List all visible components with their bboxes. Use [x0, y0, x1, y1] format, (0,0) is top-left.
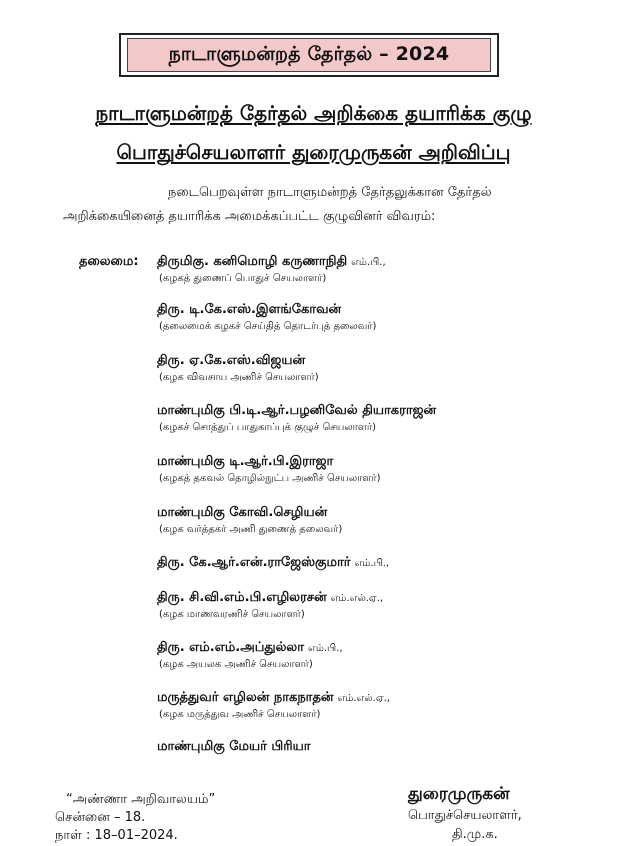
member-role: (கழக அயலக அணிச் செயலாளர்)	[159, 659, 313, 670]
heading-line-1	[0, 101, 627, 128]
member-name: திரு. ஏ.கே.எஸ்.விஜயன்	[157, 353, 306, 368]
member-name: மாண்புமிகு கோவி.செழியன்	[157, 505, 328, 520]
member-role: (கழகச் சொத்துப் பாதுகாப்புக் குழுச் செயலாளர்)	[159, 422, 377, 433]
member-9	[157, 640, 343, 671]
member-role: (கழகத் துணைப் பொதுச் செயலாளர்)	[159, 273, 327, 284]
member-11	[157, 739, 315, 755]
member-name: திரு. டி.கே.எஸ்.இளங்கோவன்	[157, 302, 342, 317]
member-name: மாண்புமிகு பி.டி.ஆர்.பழனிவேல் தியாகராஜன்	[157, 403, 437, 418]
title-box	[119, 33, 499, 77]
signatory-designation: பொதுச்செயலாளர்,	[408, 808, 522, 823]
footer-city: சென்னை – 18.	[55, 810, 146, 825]
heading-text-1: நாடாளுமன்றத் தேர்தல் அறிக்கை தயாரிக்க குழு	[95, 101, 532, 125]
intro-line-2: அறிக்கையினைத் தயாரிக்க அமைக்கப்பட்ட குழுவினர் விவரம்:	[63, 209, 436, 224]
member-7	[157, 555, 389, 571]
heading-text-2: பொதுச்செயலாளர் துரைமுருகன் அறிவிப்பு	[116, 140, 511, 164]
intro-line-1: நடைபெறவுள்ள நாடாளுமன்றத் தேர்தலுக்கான தேர்தல்	[168, 185, 492, 200]
member-4	[157, 403, 440, 434]
member-10	[157, 690, 390, 721]
member-2	[157, 302, 376, 333]
member-role: (தலைமைக் கழகச் செய்தித் தொடர்புத் தலைவர்)	[159, 321, 377, 332]
member-suffix: எம்.எல்.ஏ.,	[337, 693, 390, 704]
member-name: மாண்புமிகு டி.ஆர்.பி.இராஜா	[157, 454, 334, 469]
footer-date: நாள் : 18–01–2024.	[55, 828, 178, 843]
member-suffix: எம்.பி.,	[308, 643, 343, 654]
member-suffix: எம்.எல்.ஏ.,	[330, 593, 384, 604]
signatory-party: தி.மு.க.	[452, 827, 498, 842]
member-role: (கழக வர்த்தகர் அணி துணைத் தலைவர்)	[159, 524, 343, 535]
member-name: திரு. கே.ஆர்.என்.ராஜேஸ்குமார்	[157, 555, 351, 570]
member-name: மருத்துவர் எழிலன் நாகநாதன்	[157, 690, 334, 705]
title-box-inner	[127, 38, 491, 72]
member-suffix: எம்.பி.,	[354, 558, 390, 569]
member-role: (கழக மாணவரணிச் செயலாளர்)	[159, 609, 305, 620]
member-suffix: எம்.பி.,	[351, 257, 386, 268]
member-1	[157, 254, 386, 285]
member-5	[157, 454, 381, 485]
member-name: திருமிகு. கனிமொழி கருணாநிதி	[157, 254, 348, 269]
heading-line-2	[0, 140, 627, 167]
footer-place: “அண்ணா அறிவாலயம்”	[66, 792, 216, 807]
head-label: தலைமை:	[79, 254, 139, 269]
member-name: மாண்புமிகு மேயர் பிரியா	[157, 739, 311, 754]
boxed-title: நாடாளுமன்றத் தேர்தல் – 2024	[168, 42, 450, 65]
member-role: (கழகத் தகவல் தொழில்நுட்ப அணிச் செயலாளர்)	[159, 473, 381, 484]
signatory-name: துரைமுருகன்	[408, 784, 510, 804]
member-name: திரு. எம்.எம்.அப்துல்லா	[157, 640, 305, 655]
member-3	[157, 353, 319, 384]
member-role: (கழக மருத்துவ அணிச் செயலாளர்)	[159, 709, 321, 720]
member-role: (கழக விவசாய அணிச் செயலாளர்)	[159, 372, 319, 383]
member-name: திரு. சி.வி.எம்.பி.எழிலரசன்	[157, 590, 327, 605]
member-8	[157, 590, 383, 621]
member-6	[157, 505, 342, 536]
